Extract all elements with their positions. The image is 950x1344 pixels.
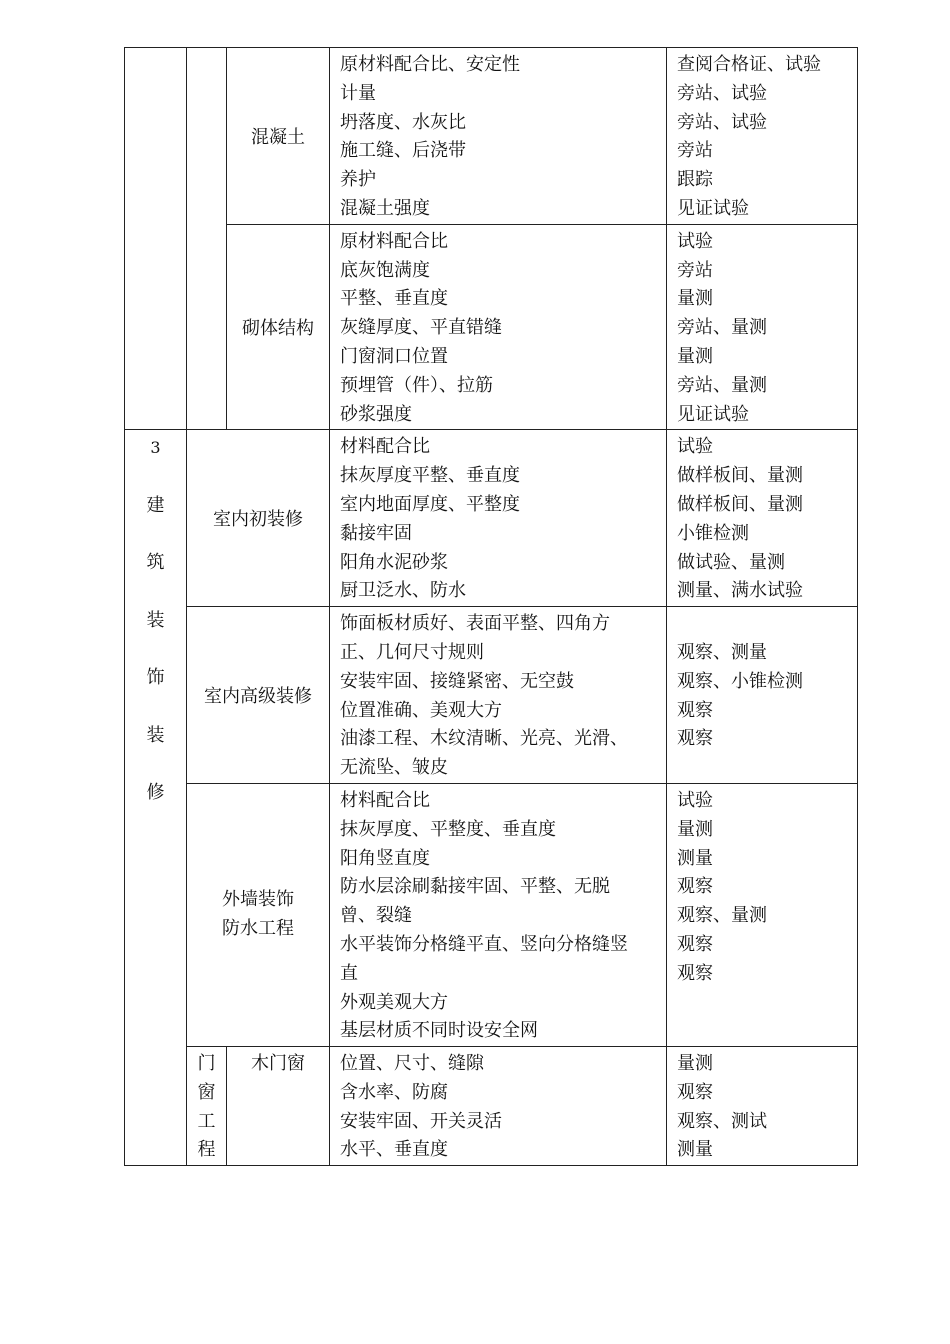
check-item: 水平、垂直度 xyxy=(340,1139,448,1161)
check-item: 预埋管（件）、拉筋 xyxy=(340,374,493,396)
item-name-cell xyxy=(227,224,330,430)
check-method xyxy=(677,610,857,639)
item-name-line: 防水工程 xyxy=(222,918,294,939)
check-method xyxy=(677,989,857,1018)
check-method: 小锥检测 xyxy=(677,522,749,544)
check-method: 做样板间、量测 xyxy=(677,465,803,487)
check-method: 观察、测量 xyxy=(677,641,767,663)
check-item: 灰缝厚度、平直错缝 xyxy=(340,317,502,339)
check-item: 位置、尺寸、缝隙 xyxy=(340,1053,484,1075)
check-method-cell xyxy=(667,48,858,225)
group-title-cell xyxy=(187,1047,227,1166)
check-method-cell xyxy=(667,224,858,430)
item-name: 混凝土 xyxy=(251,126,305,148)
section-title-char: 建 xyxy=(146,494,165,516)
check-item: 外观美观大方 xyxy=(340,991,448,1013)
check-method: 旁站、试验 xyxy=(677,111,767,133)
check-method: 观察 xyxy=(677,699,713,721)
item-name-cell xyxy=(187,783,330,1046)
check-item: 曾、裂缝 xyxy=(340,905,412,927)
check-method: 量测 xyxy=(677,818,713,840)
check-method: 旁站、量测 xyxy=(677,317,767,339)
group-title-char: 门 xyxy=(197,1053,216,1075)
check-item: 含水率、防腐 xyxy=(340,1081,448,1103)
check-content-cell xyxy=(330,783,667,1046)
check-item: 养护 xyxy=(340,169,376,191)
table-row xyxy=(125,224,858,430)
check-item: 材料配合比 xyxy=(340,789,430,811)
check-method: 跟踪 xyxy=(677,169,713,191)
check-item: 阳角竖直度 xyxy=(340,847,430,869)
check-item: 砂浆强度 xyxy=(340,403,412,425)
check-item: 原材料配合比 xyxy=(340,230,448,252)
check-item: 黏接牢固 xyxy=(340,522,412,544)
check-method: 观察、小锥检测 xyxy=(677,670,803,692)
check-method: 试验 xyxy=(677,789,713,811)
check-method: 观察 xyxy=(677,876,713,898)
check-method: 量测 xyxy=(677,345,713,367)
item-name: 木门窗 xyxy=(251,1053,305,1075)
check-item: 室内地面厚度、平整度 xyxy=(340,493,520,515)
check-content-cell xyxy=(330,607,667,784)
check-method: 观察 xyxy=(677,728,713,750)
check-content-cell xyxy=(330,48,667,225)
quality-control-table xyxy=(124,47,858,1166)
check-method: 量测 xyxy=(677,1053,713,1075)
check-item: 防水层涂刷黏接牢固、平整、无脱 xyxy=(340,876,610,898)
check-item: 计量 xyxy=(340,82,376,104)
check-method: 观察、测试 xyxy=(677,1110,767,1132)
check-method: 做样板间、量测 xyxy=(677,493,803,515)
check-item: 基层材质不同时设安全网 xyxy=(340,1020,538,1042)
group-title-char: 工 xyxy=(197,1110,216,1132)
check-content-cell xyxy=(330,1047,667,1166)
item-name-cell xyxy=(227,48,330,225)
check-item: 坍落度、水灰比 xyxy=(340,111,466,133)
table-row xyxy=(125,430,858,607)
item-name-cell xyxy=(187,607,330,784)
check-item: 水平装饰分格缝平直、竖向分格缝竖 xyxy=(340,933,628,955)
check-method: 试验 xyxy=(677,436,713,458)
check-item: 无流坠、皱皮 xyxy=(340,757,448,779)
table-row xyxy=(125,607,858,784)
check-method: 量测 xyxy=(677,288,713,310)
check-item: 油漆工程、木纹清晰、光亮、光滑、 xyxy=(340,728,628,750)
blank-group-cell xyxy=(187,48,227,430)
check-item: 阳角水泥砂浆 xyxy=(340,551,448,573)
item-name: 砌体结构 xyxy=(242,318,314,340)
check-method: 见证试验 xyxy=(677,403,749,425)
group-title-char: 窗 xyxy=(197,1081,216,1103)
check-item: 正、几何尺寸规则 xyxy=(340,641,484,663)
item-name-cell xyxy=(227,1047,330,1166)
check-method: 测量 xyxy=(677,847,713,869)
section-title-char: 装 xyxy=(146,724,165,746)
check-content-cell xyxy=(330,430,667,607)
check-method: 观察、量测 xyxy=(677,905,767,927)
group-title-char: 程 xyxy=(197,1139,216,1161)
check-method-cell xyxy=(667,1047,858,1166)
check-method-cell xyxy=(667,607,858,784)
check-method: 试验 xyxy=(677,230,713,252)
item-name: 室内高级装修 xyxy=(204,686,312,708)
check-item: 平整、垂直度 xyxy=(340,288,448,310)
section-title-cell xyxy=(125,430,187,1166)
check-item: 底灰饱满度 xyxy=(340,259,430,281)
check-method: 旁站、量测 xyxy=(677,374,767,396)
check-method: 观察 xyxy=(677,962,713,984)
section-title-char: 修 xyxy=(146,782,165,804)
check-method: 旁站 xyxy=(677,259,713,281)
table-row xyxy=(125,783,858,1046)
check-item: 抹灰厚度平整、垂直度 xyxy=(340,465,520,487)
check-content-cell xyxy=(330,224,667,430)
check-method-cell xyxy=(667,430,858,607)
check-method: 观察 xyxy=(677,933,713,955)
check-method: 旁站、试验 xyxy=(677,82,767,104)
check-method: 见证试验 xyxy=(677,197,749,219)
check-item: 施工缝、后浇带 xyxy=(340,140,466,162)
check-method: 测量 xyxy=(677,1139,713,1161)
check-item: 位置准确、美观大方 xyxy=(340,699,502,721)
table-row xyxy=(125,1047,858,1166)
check-item: 抹灰厚度、平整度、垂直度 xyxy=(340,818,556,840)
item-name-line: 外墙装饰 xyxy=(222,889,294,911)
check-method: 做试验、量测 xyxy=(677,551,785,573)
check-item: 混凝土强度 xyxy=(340,197,430,219)
section-title-char: 装 xyxy=(146,609,165,631)
check-method xyxy=(677,1017,857,1046)
check-method: 查阅合格证、试验 xyxy=(677,54,821,75)
check-item: 安装牢固、开关灵活 xyxy=(340,1110,502,1132)
check-method: 旁站 xyxy=(677,140,713,162)
section-title-char: 筑 xyxy=(146,552,165,574)
blank-category-cell xyxy=(125,48,187,430)
section-number: 3 xyxy=(150,438,161,458)
check-method: 观察 xyxy=(677,1081,713,1103)
check-item: 直 xyxy=(340,962,358,984)
table-row xyxy=(125,48,858,225)
check-item: 厨卫泛水、防水 xyxy=(340,580,466,602)
check-item: 饰面板材质好、表面平整、四角方 xyxy=(340,613,610,635)
check-method xyxy=(677,754,857,783)
check-item: 材料配合比 xyxy=(340,436,430,458)
check-item: 门窗洞口位置 xyxy=(340,345,448,367)
check-item: 原材料配合比、安定性 xyxy=(340,54,520,75)
check-item: 安装牢固、接缝紧密、无空鼓 xyxy=(340,670,574,692)
section-title-char: 饰 xyxy=(146,667,165,689)
item-name-cell xyxy=(187,430,330,607)
check-method-cell xyxy=(667,783,858,1046)
item-name: 室内初装修 xyxy=(213,509,303,531)
check-method: 测量、满水试验 xyxy=(677,580,803,602)
